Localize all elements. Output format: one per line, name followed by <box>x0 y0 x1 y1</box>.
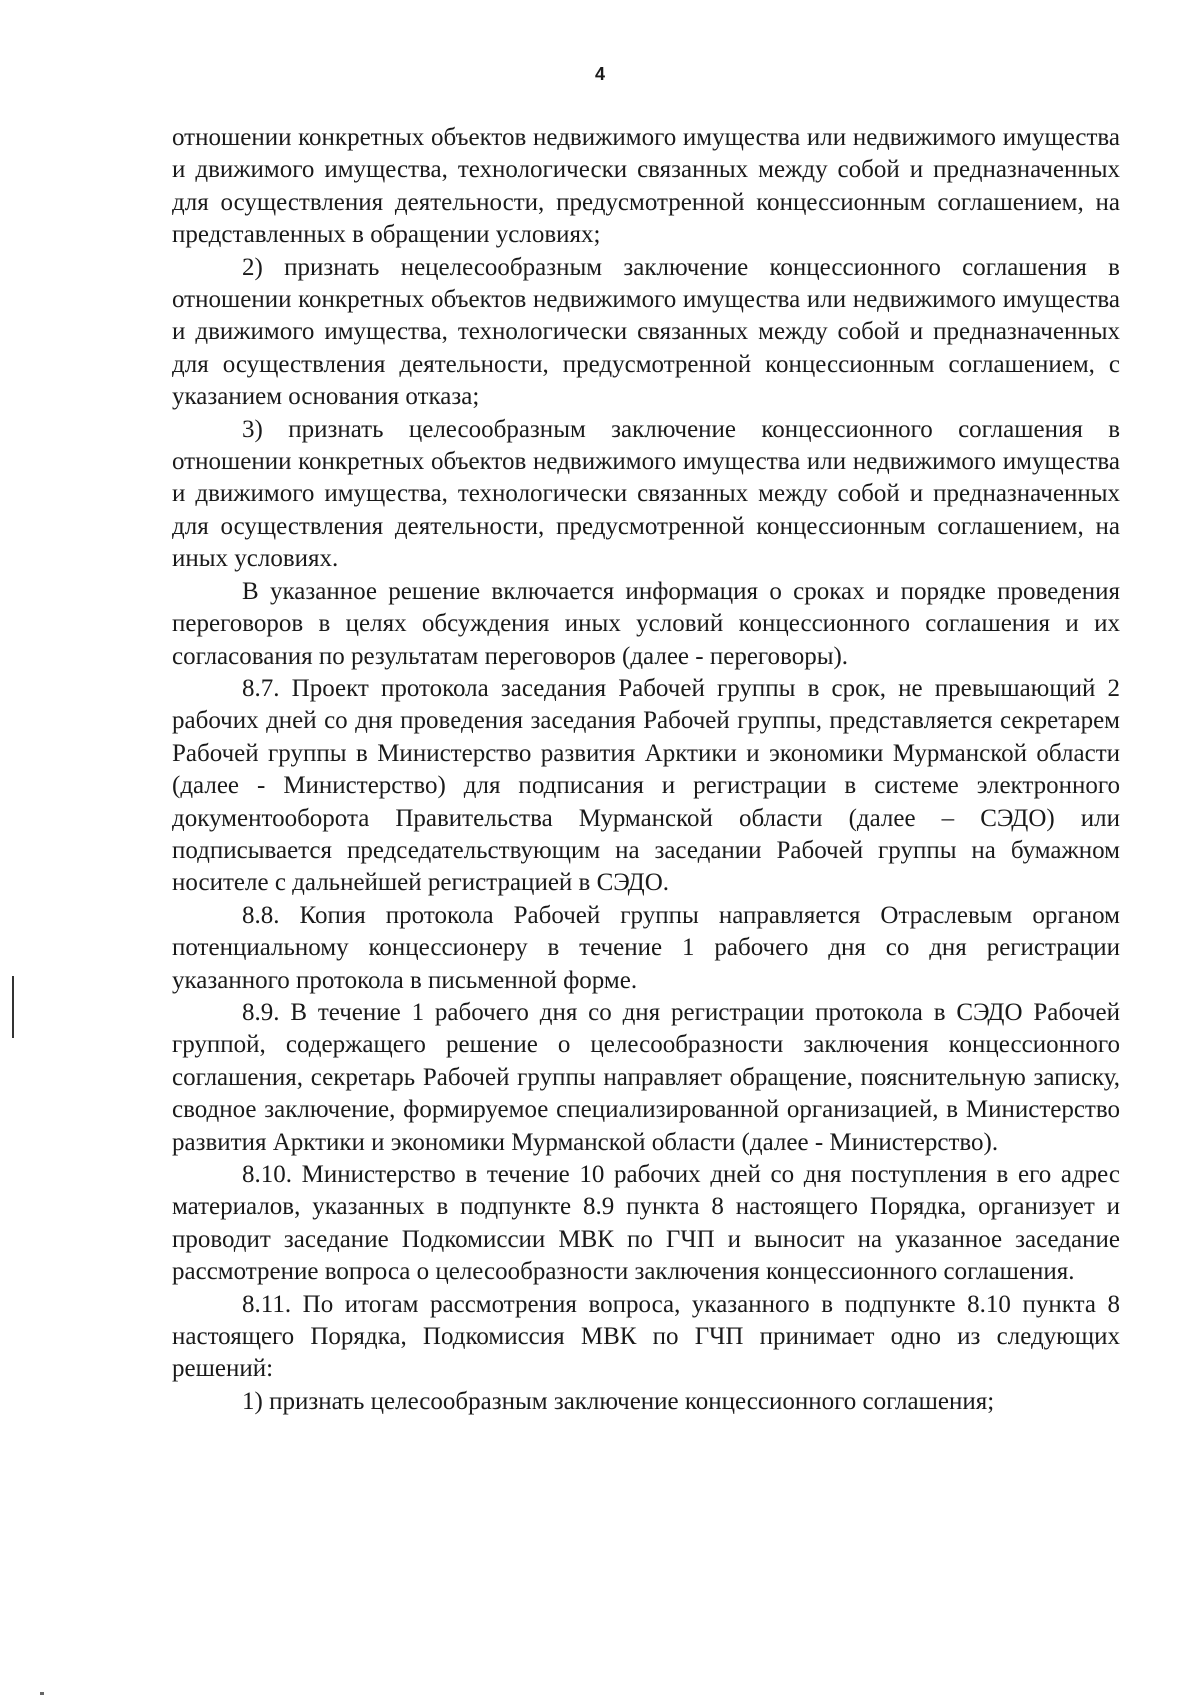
page-number: 4 <box>594 64 605 84</box>
paragraph-8-10: 8.10. Министерство в течение 10 рабочих дней со дня поступления в его адрес материалов, указанных в подпункте 8.9 пункта 8 настоящего Порядка, организует и проводит заседание Подкомиссии МВК по ГЧП и выносит на указанное заседание рассмотрение вопроса о целесообразности заключения концессионного соглашения. <box>172 1161 1120 1286</box>
paragraph-item-3: 3) признать целесообразным заключение концессионного соглашения в отношении конкретных объектов недвижимого имущества или недвижимого имущества и движимого имущества, технологически связанных между собой и предназначенных для осуществления деятельности, предусмотренной концессионным соглашением, на иных условиях. <box>172 415 1120 573</box>
paragraph-8-8: 8.8. Копия протокола Рабочей группы направляется Отраслевым органом потенциальному концессионеру в течение 1 рабочего дня со дня регистрации указанного протокола в письменной форме. <box>172 901 1120 994</box>
paragraph-8-11: 8.11. По итогам рассмотрения вопроса, указанного в подпункте 8.10 пункта 8 настоящего Порядка, Подкомиссия МВК по ГЧП принимает одно из следующих решений: <box>172 1290 1120 1383</box>
paragraph-decision-1: 1) признать целесообразным заключение концессионного соглашения; <box>242 1387 995 1415</box>
paragraph-continuation: отношении конкретных объектов недвижимого имущества или недвижимого имущества и движимого имущества, технологически связанных между собой и предназначенных для осуществления деятельности, предусмотренной концессионным соглашением, на представленных в обращении условиях; <box>172 124 1120 249</box>
scan-margin-mark <box>12 976 14 1038</box>
paragraph-negotiations: В указанное решение включается информация о сроках и порядке проведения переговоров в целях обсуждения иных условий концессионного соглашения и их согласования по результатам переговоров (далее - переговоры). <box>172 577 1120 670</box>
paragraph-8-9: 8.9. В течение 1 рабочего дня со дня регистрации протокола в СЭДО Рабочей группой, содержащего решение о целесообразности заключения концессионного соглашения, секретарь Рабочей группы направляет обращение, пояснительную записку, сводное заключение, формируемое специализированной организацией, в Министерство развития Арктики и экономики Мурманской области (далее - Министерство). <box>172 998 1120 1156</box>
paragraph-8-7: 8.7. Проект протокола заседания Рабочей группы в срок, не превышающий 2 рабочих дней со дня проведения заседания Рабочей группы, представляется секретарем Рабочей группы в Министерство развития Арктики и экономики Мурманской области (далее - Министерство) для подписания и регистрации в системе электронного документооборота Правительства Мурманской области (далее – СЭДО) или подписывается председательствующим на заседании Рабочей группы на бумажном носителе с дальнейшей регистрацией в СЭДО. <box>172 674 1120 897</box>
scan-speck <box>40 1692 44 1695</box>
document-body <box>172 122 1120 1418</box>
paragraph-item-2: 2) признать нецелесообразным заключение концессионного соглашения в отношении конкретных объектов недвижимого имущества или недвижимого имущества и движимого имущества, технологически связанных между собой и предназначенных для осуществления деятельности, предусмотренной концессионным соглашением, с указанием основания отказа; <box>172 253 1120 411</box>
